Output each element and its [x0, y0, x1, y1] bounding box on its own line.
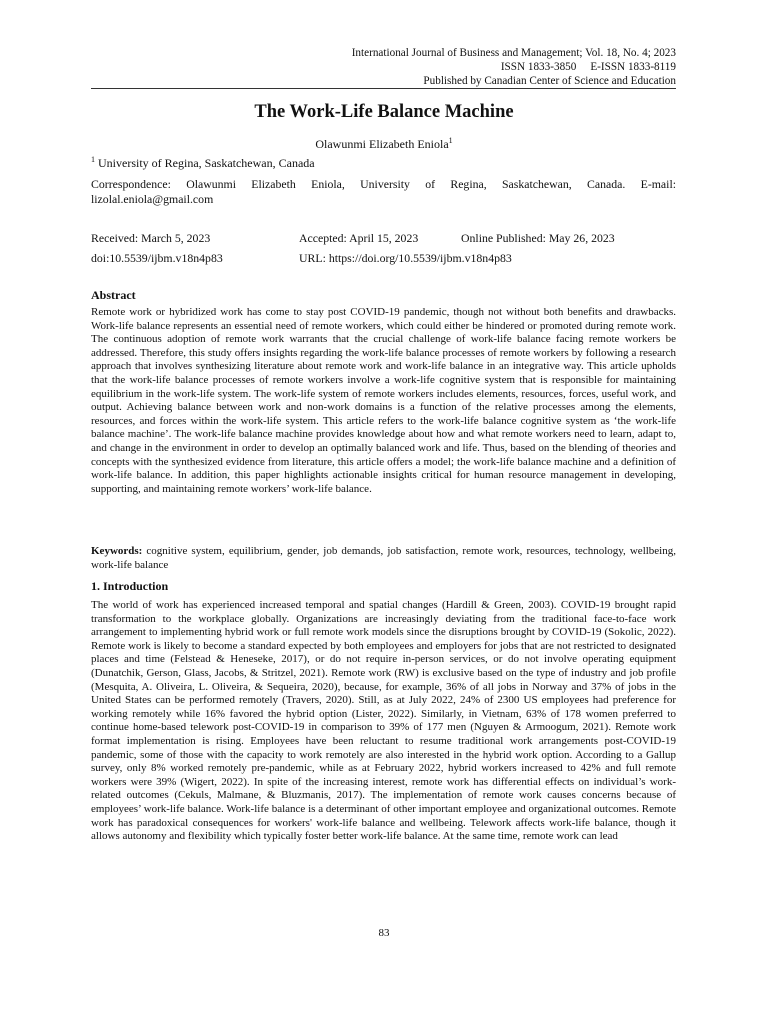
publication-dates	[91, 228, 691, 268]
accepted-date: Accepted: April 15, 2023	[299, 231, 419, 245]
introduction-text: The world of work has experienced increased temporal and spatial changes (Hardill & Green, 2003). COVID-19 brought rapid transformation to the workplace globally. Organizations are increasingly deviating from the traditional face-to-face work arrangement to implementing hybrid work or full remote work models since the disruptions brought by COVID-19 (Sokolic, 2022). Remote work is likely to become a standard expected by both employees and employers for jobs that are not restricted to designated places and time (Felstead & Heneseke, 2017), or do not require in-person services, or do not involve operating equipment (Dunatchik, Gerson, Glass, Jacobs, & Stritzel, 2021). Remote work (RW) is exclusive based on the type of industry and job profile (Mesquita, A. Oliveira, L. Oliveira, & Sequeira, 2020), because, for example, 36% of all jobs in Norway and 37% of jobs in the United States can be performed remotely (Travers, 2020). Still, as at July 2022, 24% of 2300 US employees had preference for working remotely while 16% favored the hybrid option (Lister, 2022). Similarly, in Vietnam, 63% of 178 women preferred to continue home-based telework post-COVID-19 in comparison to 39% of 177 men (Nguyen & Armoogum, 2021). Remote work format implementation is rising. Employees have been reluctant to resume traditional work arrangements post-COVID-19 pandemic, some of those with the capacity to work remotely are also interested in the hybrid work option. According to a Gallup survey, only 8% worked remotely pre-pandemic, while as at February 2022, hybrid workers increased to 42% and full remote workers were 39% (Wigert, 2022). In spite of the increasing interest, remote work has differential effects on individual’s work-related outcomes (Cekuls, Malmane, & Bluzmanis, 2017). The implementation of remote work causes concerns because of employees’ work-life balance. Work-life balance is a determinant of other important employee and organizational outcomes. Remote work has paradoxical consequences for workers' work-life balance and wellbeing. Telework affects work-life balance, though it allows autonomy and flexibility which typically foster better work-life balance. At the same time, remote work can lead	[91, 599, 676, 843]
journal-citation: International Journal of Business and Management; Vol. 18, No. 4; 2023	[351, 47, 676, 59]
running-head	[352, 46, 676, 88]
correspondence: Correspondence: Olawunmi Elizabeth Eniola, University of Regina, Saskatchewan, Canada. E-mail: lizolal.eniola@gmail.com	[91, 177, 676, 206]
keywords	[91, 545, 676, 572]
keywords-list: cognitive system, equilibrium, gender, job demands, job satisfaction, remote work, resources, technology, wellbeing, work-life balance	[91, 545, 676, 571]
paper-title: The Work-Life Balance Machine	[254, 102, 514, 122]
affiliation-mark: 1	[91, 155, 95, 164]
author-affiliation-mark: 1	[448, 136, 453, 145]
received-date: Received: March 5, 2023	[91, 231, 211, 245]
published-date: Online Published: May 26, 2023	[461, 231, 615, 245]
page-number: 83	[378, 927, 390, 939]
doi-url[interactable]: URL: https://doi.org/10.5539/ijbm.v18n4p83	[299, 251, 512, 265]
issn-line: ISSN 1833-3850 E-ISSN 1833-8119	[500, 61, 676, 73]
publisher-line: Published by Canadian Center of Science and Education	[423, 75, 676, 87]
author-line	[0, 136, 768, 152]
section-heading-introduction: 1. Introduction	[91, 579, 169, 593]
affiliation	[91, 155, 315, 171]
affiliation-text: University of Regina, Saskatchewan, Canada	[95, 156, 315, 170]
keywords-label: Keywords:	[91, 545, 143, 557]
author-name: Olawunmi Elizabeth Eniola	[315, 137, 449, 151]
header-rule	[91, 88, 676, 89]
doi: doi:10.5539/ijbm.v18n4p83	[91, 251, 223, 265]
abstract-text: Remote work or hybridized work has come to stay post COVID-19 pandemic, though not without both benefits and drawbacks. Work-life balance represents an essential need of remote workers, which could either be hindered or promoted during remote work. The continuous adoption of remote work warrants that the crucial challenge of work-life balance facing remote workers be addressed. Therefore, this study offers insights regarding the work-life balance processes of remote workers by following a research approach that involves synthesizing literature about remote work and work-life balance in an integrative way. This article upholds that the work-life balance processes of remote workers involve a work-life cognitive system that is responsible for maintaining equilibrium in the work-life system. The work-life system of remote workers includes elements, resources, forces, useful work, and output. Achieving balance between work and non-work domains is a function of the relative processes among the elements, resources, and forces within the work-life system. This article refers to the work-life balance cognitive system as ‘the work-life balance machine’. The work-life balance machine provides knowledge about how and what remote workers need to learn, adapt to, and change in the environment in order to develop an optimally balanced work and life. Thus, based on the blending of theories and concepts with the synthesized evidence from literature, this article offers a model; the work-life balance machine and a definition of work-life balance. In addition, this paper highlights actionable insights critical for human resource management in developing, supporting, and maintaining remote workers’ work-life balance.	[91, 306, 676, 495]
abstract-heading: Abstract	[91, 288, 136, 302]
